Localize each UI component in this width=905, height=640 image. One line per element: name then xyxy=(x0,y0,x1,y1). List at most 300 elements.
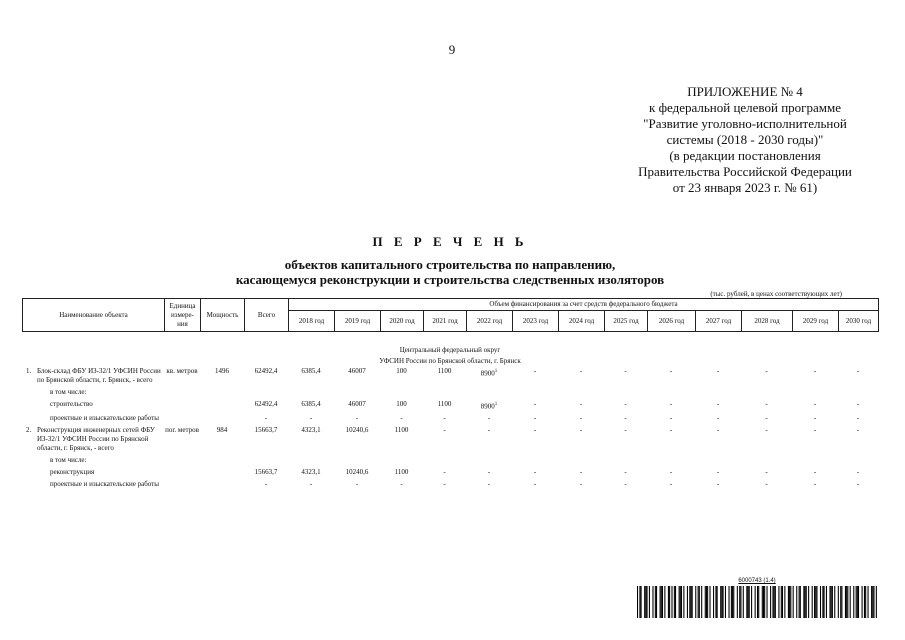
row-year-value xyxy=(380,468,423,477)
row-number xyxy=(22,456,36,465)
value-text: - xyxy=(813,400,817,408)
barcode-bar xyxy=(815,586,816,618)
header-name: Наименование объекта xyxy=(23,299,165,332)
barcode-bar xyxy=(699,586,700,618)
row-year-value xyxy=(512,414,558,423)
value-text: - xyxy=(579,400,583,408)
barcode-bar xyxy=(820,586,821,618)
row-year-value xyxy=(604,367,647,385)
annex-line: (в редакции постановления xyxy=(669,148,821,163)
annex-block xyxy=(600,84,890,196)
value-text: - xyxy=(813,480,817,489)
row-year-value xyxy=(604,414,647,423)
barcode-bar xyxy=(637,586,638,618)
barcode-bar xyxy=(831,586,832,618)
row-year-value xyxy=(288,388,334,397)
page-number: 9 xyxy=(448,42,456,57)
barcode-bar xyxy=(649,586,650,618)
row-number: 2. xyxy=(26,426,32,435)
row-total: - xyxy=(264,414,268,423)
row-year-value xyxy=(512,388,558,397)
value-text: - xyxy=(856,400,860,408)
header-year: 2019 год xyxy=(335,311,381,332)
annex-line: Правительства Российской Федерации xyxy=(638,164,852,179)
row-name: Блок-склад ФБУ ИЗ-32/1 УФСИН России по Брянской области, г. Брянск, - всего xyxy=(37,367,161,384)
barcode-bar xyxy=(641,586,642,618)
header-funding-group: Объем финансирования за счет средств федерального бюджета xyxy=(289,299,879,311)
value-text: - xyxy=(443,414,446,423)
value-text: - xyxy=(624,426,627,435)
row-year-value xyxy=(792,414,838,423)
barcode-bar xyxy=(675,586,676,618)
row-year-value xyxy=(423,426,466,453)
header-capacity: Мощность xyxy=(201,299,245,332)
row-year-value xyxy=(512,400,558,411)
barcode-bar xyxy=(822,586,823,618)
value-text: 4323,1 xyxy=(301,426,321,435)
row-year-value xyxy=(334,400,380,411)
header-year: 2028 год xyxy=(742,311,793,332)
row-year-value xyxy=(558,367,604,385)
row-year-value xyxy=(838,400,878,411)
barcode-bar xyxy=(868,586,869,618)
row-year-value xyxy=(838,468,878,477)
barcode-bar xyxy=(789,586,790,618)
row-total xyxy=(244,388,288,397)
document-title: П Е Р Е Ч Е Н Ь xyxy=(372,234,528,249)
row-year-value xyxy=(604,456,647,465)
barcode-bar xyxy=(740,586,741,618)
value-text: - xyxy=(813,367,817,375)
barcode-bar xyxy=(720,586,721,618)
barcode-bar xyxy=(762,586,763,618)
header-year: 2023 год xyxy=(513,311,559,332)
barcode-bar xyxy=(709,586,710,618)
barcode-bar xyxy=(834,586,835,618)
row-year-value xyxy=(695,414,741,423)
row-year-value xyxy=(741,480,792,489)
row-year-value xyxy=(466,367,512,385)
table-row xyxy=(22,456,878,465)
row-name: проектные и изыскательские работы xyxy=(50,480,159,489)
barcode-bar xyxy=(683,586,684,618)
header-year: 2018 год xyxy=(289,311,335,332)
barcode-bar xyxy=(829,586,830,618)
barcode-bar xyxy=(840,586,841,618)
barcode-bar xyxy=(655,586,656,618)
row-year-value xyxy=(838,456,878,465)
row-year-value xyxy=(466,456,512,465)
row-total: 15663,7 xyxy=(254,468,278,477)
row-year-value xyxy=(792,456,838,465)
barcode-bar xyxy=(751,586,752,618)
barcode-bar xyxy=(717,586,718,618)
header-unit: Единица измере- ния xyxy=(165,299,201,332)
row-year-value xyxy=(558,400,604,411)
row-year-value xyxy=(466,426,512,453)
barcode-code: 6000743 (1.4) xyxy=(738,578,776,584)
table-header xyxy=(22,298,879,332)
barcode-bar xyxy=(853,586,854,618)
table-body xyxy=(22,339,878,492)
barcode-bar xyxy=(748,586,749,618)
barcode-bar xyxy=(858,586,859,618)
table-row xyxy=(22,480,878,489)
barcode-bar xyxy=(865,586,866,618)
value-text: 8900 xyxy=(480,402,495,411)
value-text: - xyxy=(669,414,673,423)
barcode-bar xyxy=(856,586,857,618)
value-text: - xyxy=(856,468,860,477)
barcode-bar xyxy=(749,586,750,618)
row-year-value xyxy=(512,367,558,385)
row-year-value xyxy=(792,468,838,477)
row-unit xyxy=(164,414,200,423)
table-row xyxy=(22,426,878,453)
barcode-bar xyxy=(824,586,825,618)
value-text: - xyxy=(533,414,537,423)
barcode-bar xyxy=(873,586,874,618)
barcode-bar xyxy=(692,586,693,618)
barcode-bar xyxy=(737,586,738,618)
row-year-value xyxy=(288,456,334,465)
row-year-value xyxy=(288,426,334,453)
barcode-bar xyxy=(715,586,716,618)
row-total: 62492,4 xyxy=(254,400,278,408)
row-year-value xyxy=(741,400,792,411)
table-row xyxy=(22,414,878,423)
row-capacity: 984 xyxy=(216,426,228,435)
row-year-value xyxy=(647,400,695,411)
row-year-value xyxy=(741,414,792,423)
barcode-bar xyxy=(645,586,646,618)
row-number xyxy=(22,480,36,489)
row-year-value xyxy=(647,480,695,489)
row-year-value xyxy=(695,367,741,385)
row-unit xyxy=(164,456,200,465)
row-year-value xyxy=(423,400,466,411)
row-year-value xyxy=(741,426,792,453)
row-year-value xyxy=(558,388,604,397)
value-text: - xyxy=(813,414,817,423)
row-year-value xyxy=(792,426,838,453)
value-text: - xyxy=(856,480,860,489)
barcode-bar xyxy=(847,586,848,618)
row-unit xyxy=(164,480,200,489)
barcode-bar xyxy=(850,586,851,618)
value-text: - xyxy=(669,367,673,375)
row-year-value xyxy=(838,426,878,453)
value-text: - xyxy=(309,480,313,489)
barcode-bar xyxy=(743,586,744,618)
value-text: 1100 xyxy=(437,400,452,408)
barcode-bar xyxy=(687,586,688,618)
value-text: - xyxy=(716,414,720,423)
row-year-value xyxy=(423,367,466,385)
barcode-image xyxy=(637,586,877,618)
barcode-bar xyxy=(770,586,771,618)
barcode-bar xyxy=(841,586,842,618)
barcode-bar xyxy=(778,586,779,618)
value-text: - xyxy=(765,480,768,489)
value-text: - xyxy=(716,400,720,408)
row-year-value xyxy=(741,367,792,385)
row-year-value xyxy=(512,426,558,453)
barcode-bar xyxy=(755,586,756,618)
barcode-bar xyxy=(662,586,663,618)
value-text: - xyxy=(443,426,446,435)
value-text: - xyxy=(355,480,359,489)
row-year-value xyxy=(604,400,647,411)
barcode-bar xyxy=(680,586,681,618)
value-text: - xyxy=(579,480,583,489)
value-text: - xyxy=(400,414,403,423)
barcode-bar xyxy=(721,586,722,618)
row-year-value xyxy=(466,480,512,489)
barcode-bar xyxy=(764,586,765,618)
row-year-value xyxy=(380,480,423,489)
row-year-value xyxy=(695,480,741,489)
row-name: в том числе: xyxy=(50,388,87,396)
row-year-value xyxy=(647,367,695,385)
barcode-bar xyxy=(681,586,682,618)
row-year-value xyxy=(380,400,423,411)
barcode-bar xyxy=(774,586,775,618)
row-year-value xyxy=(423,414,466,423)
annex-line: системы (2018 - 2030 годы)" xyxy=(666,132,824,147)
value-text: - xyxy=(579,468,583,477)
value-text: - xyxy=(669,468,673,477)
value-text: - xyxy=(669,426,673,435)
value-text: - xyxy=(533,400,537,408)
value-text: - xyxy=(765,367,768,375)
row-year-value xyxy=(647,426,695,453)
document-subtitle xyxy=(150,257,750,287)
barcode-bar xyxy=(723,586,724,618)
barcode-bar xyxy=(652,586,653,618)
row-unit: пог. метров xyxy=(165,426,199,435)
barcode-bar xyxy=(705,586,706,618)
row-year-value xyxy=(512,480,558,489)
row-year-value xyxy=(334,480,380,489)
header-total: Всего xyxy=(245,299,289,332)
row-number: 1. xyxy=(26,367,32,375)
header-year: 2027 год xyxy=(696,311,742,332)
value-text: 1100 xyxy=(437,367,452,375)
row-year-value xyxy=(741,468,792,477)
barcode-bar xyxy=(713,586,714,618)
row-unit xyxy=(164,400,200,411)
barcode-bar xyxy=(757,586,758,618)
row-year-value xyxy=(792,480,838,489)
annex-line: ПРИЛОЖЕНИЕ № 4 xyxy=(687,84,803,99)
barcode-bar xyxy=(857,586,858,618)
value-text: - xyxy=(624,400,627,408)
district-label: Центральный федеральный округ xyxy=(399,346,501,354)
barcode-bar xyxy=(668,586,669,618)
value-text: - xyxy=(579,426,583,435)
barcode-bar xyxy=(775,586,776,618)
row-year-value xyxy=(604,388,647,397)
row-name: реконструкция xyxy=(50,468,95,477)
value-text: - xyxy=(533,426,537,435)
barcode-bar xyxy=(864,586,865,618)
row-year-value xyxy=(838,388,878,397)
barcode-bar xyxy=(698,586,699,618)
barcode-block xyxy=(637,578,877,618)
subtitle-line-2: касающемуся реконструкции и строительства следственных изоляторов xyxy=(235,272,665,287)
barcode-bar xyxy=(793,586,794,618)
row-year-value xyxy=(647,414,695,423)
row-number xyxy=(22,468,36,477)
row-year-value xyxy=(838,414,878,423)
value-text: - xyxy=(624,480,627,489)
table-row xyxy=(22,367,878,385)
row-year-value xyxy=(288,468,334,477)
header-year: 2030 год xyxy=(839,311,879,332)
value-text: - xyxy=(533,480,537,489)
value-text: - xyxy=(487,480,491,489)
row-unit xyxy=(164,468,200,477)
row-year-value xyxy=(334,426,380,453)
barcode-bar xyxy=(862,586,863,618)
row-year-value xyxy=(380,388,423,397)
value-text: - xyxy=(624,367,627,375)
row-year-value xyxy=(288,400,334,411)
value-text: - xyxy=(716,468,720,477)
footnote-mark: 1 xyxy=(494,402,498,407)
row-capacity xyxy=(200,456,244,465)
barcode-bar xyxy=(671,586,672,618)
annex-line: к федеральной целевой программе xyxy=(649,100,841,115)
value-text: - xyxy=(355,414,359,423)
value-text: - xyxy=(669,400,673,408)
barcode-bar xyxy=(808,586,809,618)
barcode-bar xyxy=(689,586,690,618)
header-year: 2020 год xyxy=(381,311,424,332)
barcode-bar xyxy=(701,586,702,618)
row-year-value xyxy=(604,480,647,489)
row-year-value xyxy=(558,480,604,489)
row-name: в том числе: xyxy=(50,456,87,465)
barcode-bar xyxy=(800,586,801,618)
barcode-bar xyxy=(772,586,773,618)
value-text: - xyxy=(716,367,720,375)
row-year-value xyxy=(466,388,512,397)
row-year-value xyxy=(288,367,334,385)
barcode-bar xyxy=(805,586,806,618)
row-year-value xyxy=(334,367,380,385)
row-year-value xyxy=(558,456,604,465)
row-year-value xyxy=(558,414,604,423)
barcode-bar xyxy=(739,586,740,618)
barcode-bar xyxy=(782,586,783,618)
barcode-bar xyxy=(706,586,707,618)
value-text: 6385,4 xyxy=(301,400,321,408)
table-row xyxy=(22,400,878,411)
row-capacity xyxy=(200,400,244,411)
row-year-value xyxy=(334,468,380,477)
barcode-bar xyxy=(845,586,846,618)
subtitle-line-1: объектов капитального строительства по направлению, xyxy=(284,257,616,272)
value-text: - xyxy=(856,426,860,435)
row-year-value xyxy=(604,426,647,453)
row-name: строительство xyxy=(50,400,93,408)
row-year-value xyxy=(334,388,380,397)
row-name: Реконструкция инженерных сетей ФБУ ИЗ-32/1 УФСИН России по Брянской области, г. Брянск, - всего xyxy=(37,426,155,453)
value-text: 46007 xyxy=(348,367,366,375)
value-text: - xyxy=(813,426,817,435)
row-year-value xyxy=(838,367,878,385)
row-year-value xyxy=(695,388,741,397)
row-number xyxy=(22,388,36,397)
row-year-value xyxy=(380,367,423,385)
row-year-value xyxy=(334,456,380,465)
barcode-bar xyxy=(644,586,645,618)
value-text: 1100 xyxy=(394,468,409,477)
barcode-bar xyxy=(639,586,640,618)
barcode-bar xyxy=(876,586,877,618)
row-year-value xyxy=(792,367,838,385)
barcode-bar xyxy=(806,586,807,618)
row-total xyxy=(244,456,288,465)
row-unit: кв. метров xyxy=(166,367,198,375)
barcode-bar xyxy=(660,586,661,618)
barcode-bar xyxy=(661,586,662,618)
barcode-bar xyxy=(733,586,734,618)
barcode-bar xyxy=(790,586,791,618)
row-year-value xyxy=(380,414,423,423)
value-text: 8900 xyxy=(480,369,495,378)
region-label: УФСИН России по Брянской области, г. Брянск xyxy=(379,357,521,365)
row-year-value xyxy=(466,414,512,423)
row-year-value xyxy=(695,456,741,465)
value-text: - xyxy=(669,480,673,489)
row-year-value xyxy=(695,468,741,477)
value-text: 1100 xyxy=(394,426,409,435)
value-text: - xyxy=(765,426,768,435)
barcode-bar xyxy=(838,586,839,618)
barcode-bar xyxy=(767,586,768,618)
row-year-value xyxy=(647,468,695,477)
barcode-bar xyxy=(679,586,680,618)
row-unit xyxy=(164,388,200,397)
row-total: - xyxy=(264,480,268,489)
barcode-bar xyxy=(826,586,827,618)
barcode-bar xyxy=(846,586,847,618)
table-row xyxy=(22,468,878,477)
barcode-bar xyxy=(731,586,732,618)
value-text: - xyxy=(443,480,446,489)
barcode-bar xyxy=(803,586,804,618)
row-capacity xyxy=(200,480,244,489)
row-year-value xyxy=(558,426,604,453)
value-text: - xyxy=(624,414,627,423)
row-year-value xyxy=(423,468,466,477)
row-name: проектные и изыскательские работы xyxy=(50,414,159,423)
barcode-bar xyxy=(796,586,797,618)
value-text: - xyxy=(579,414,583,423)
row-year-value xyxy=(288,414,334,423)
row-year-value xyxy=(512,456,558,465)
row-capacity xyxy=(200,414,244,423)
value-text: - xyxy=(533,367,537,375)
row-year-value xyxy=(423,456,466,465)
value-text: - xyxy=(487,414,491,423)
value-text: - xyxy=(487,468,491,477)
row-spacer xyxy=(22,489,878,492)
header-year: 2026 год xyxy=(648,311,696,332)
